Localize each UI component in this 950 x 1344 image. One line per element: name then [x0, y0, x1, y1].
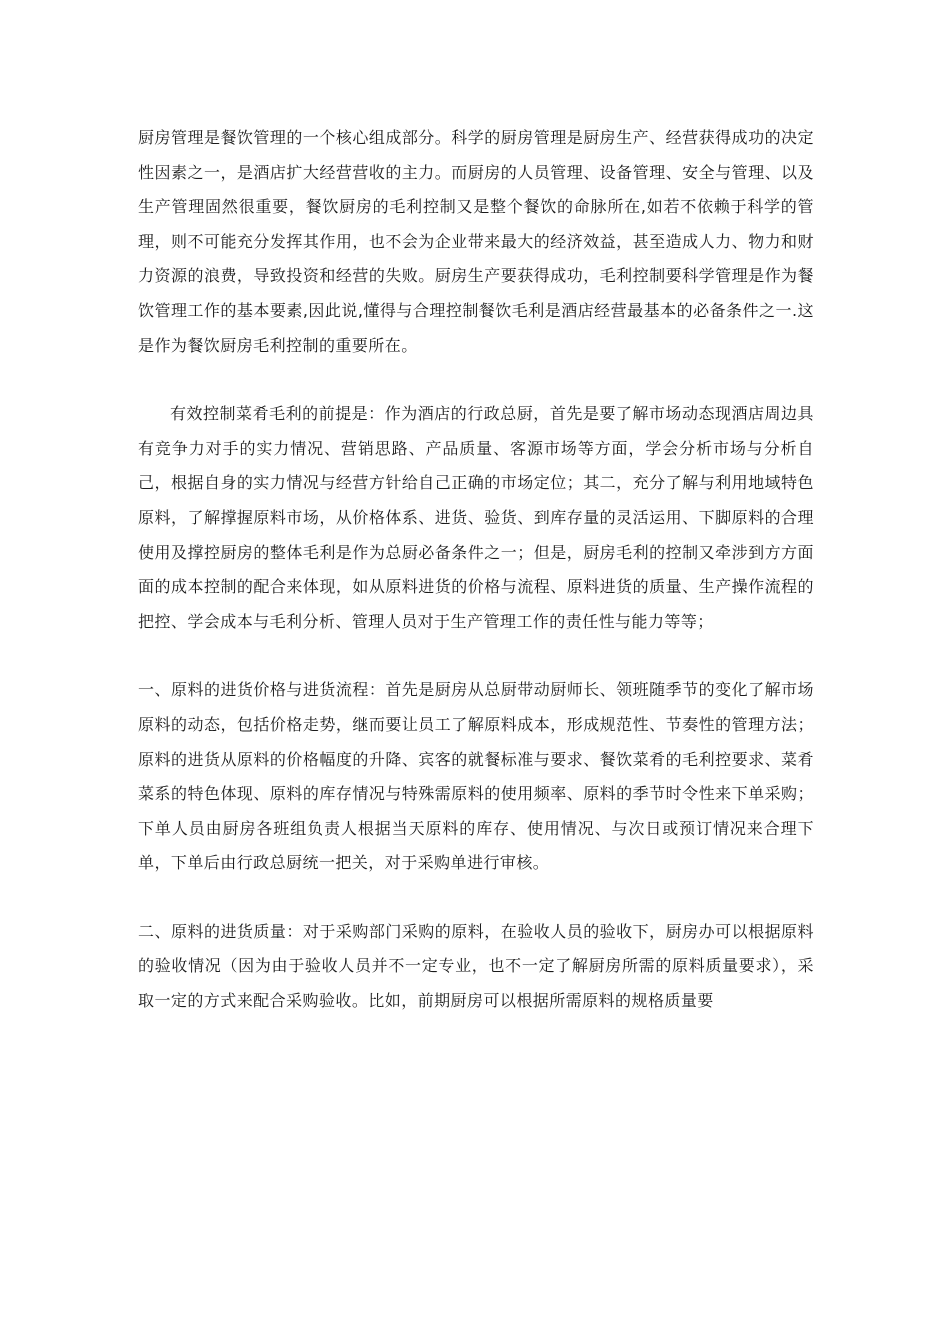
paragraph-premise: 有效控制菜肴毛利的前提是：作为酒店的行政总厨，首先是要了解市场动态现酒店周边具有竞争力对手的实力情况、营销思路、产品质量、客源市场等方面，学会分析市场与分析自己，根据自身的实力情况与经营方针给自己正确的市场定位；其二，充分了解与利用地域特色原料，了解撑握原料市场，从价格体系、进货、验货、到库存量的灵活运用、下脚原料的合理使用及撑控厨房的整体毛利是作为总厨必备条件之一；但是，厨房毛利的控制又牵涉到方方面面的成本控制的配合来体现，如从原料进货的价格与流程、原料进货的质量、生产操作流程的把控、学会成本与毛利分析、管理人员对于生产管理工作的责任性与能力等等；: [138, 404, 814, 631]
paragraph-section-1: 一、原料的进货价格与进货流程：首先是厨房从总厨带动厨师长、领班随季节的变化了解市场原料的动态，包括价格走势，继而要让员工了解原料成本，形成规范性、节奏性的管理方法；原料的进货从原料的价格幅度的升降、宾客的就餐标准与要求、餐饮菜肴的毛利控要求、菜肴菜系的特色体现、原料的库存情况与特殊需原料的使用频率、原料的季节时令性来下单采购；下单人员由厨房各班组负责人根据当天原料的库存、使用情况、与次日或预订情况来合理下单，下单后由行政总厨统一把关，对于采购单进行审核。: [138, 680, 814, 873]
paragraph-intro: 厨房管理是餐饮管理的一个核心组成部分。科学的厨房管理是厨房生产、经营获得成功的决定性因素之一，是酒店扩大经营营收的主力。而厨房的人员管理、设备管理、安全与管理、以及生产管理固然很重要，餐饮厨房的毛利控制又是整个餐饮的命脉所在,如若不依赖于科学的管理，则不可能充分发挥其作用，也不会为企业带来最大的经济效益，甚至造成人力、物力和财力资源的浪费，导致投资和经营的失败。厨房生产要获得成功，毛利控制要科学管理是作为餐饮管理工作的基本要素,因此说,懂得与合理控制餐饮毛利是酒店经营最基本的必备条件之一.这是作为餐饮厨房毛利控制的重要所在。: [138, 128, 814, 355]
paragraph-section-2: 二、原料的进货质量：对于采购部门采购的原料，在验收人员的验收下，厨房办可以根据原料的验收情况（因为由于验收人员并不一定专业，也不一定了解厨房所需的原料质量要求），采取一定的方式来配合采购验收。比如，前期厨房可以根据所需原料的规格质量要: [138, 921, 814, 1011]
document-body: [138, 121, 814, 1019]
